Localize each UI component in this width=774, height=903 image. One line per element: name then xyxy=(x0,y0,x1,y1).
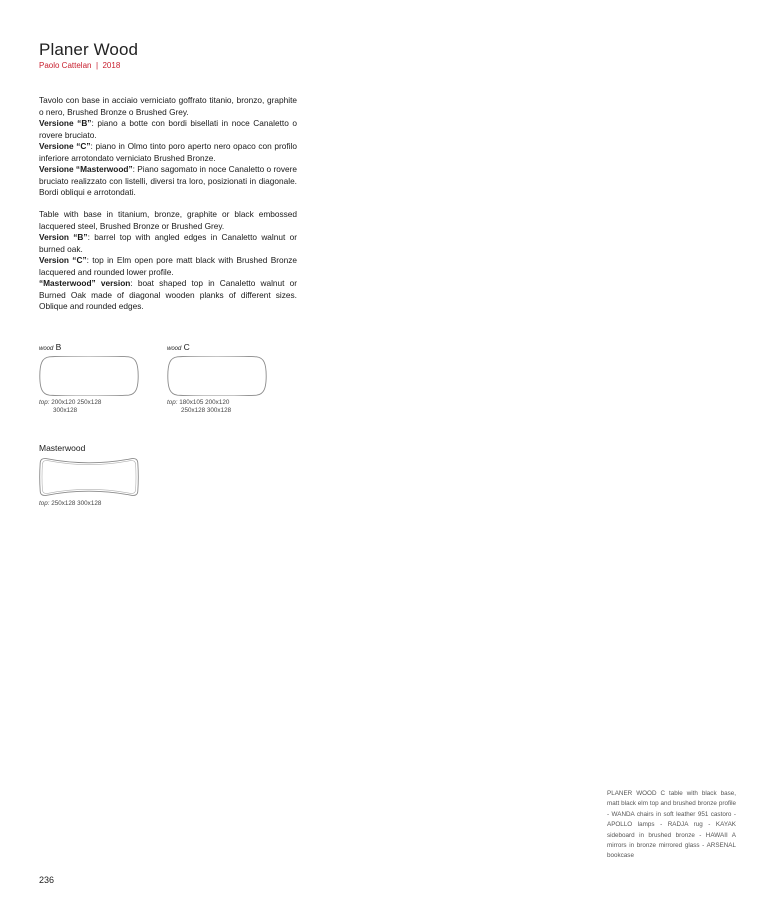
description-italian xyxy=(39,95,297,199)
credit-separator: | xyxy=(95,61,99,70)
it-version-b-text: : piano a botte con bordi bisellati in noce Canaletto o rovere bruciato. xyxy=(39,118,297,140)
table-top-boat-outline xyxy=(39,457,139,497)
variant-wood-c xyxy=(167,342,267,415)
dimensions: top: 180x105 200x120 250x128 300x128 xyxy=(167,399,232,414)
photo-caption: PLANER WOOD C table with black base, matt black elm top and brushed bronze profile - WANDA chairs in soft leather 951 castoro - APOLLO lamps - RADJA rug - KAYAK sideboard in brushed bronze - HAWAII A mirrors in bronze mirrored glass - ARSENAL bookcase xyxy=(607,790,736,860)
designer-name: Paolo Cattelan xyxy=(39,61,92,70)
description-english xyxy=(39,209,297,313)
variant-label: Masterwood xyxy=(39,443,86,453)
dimensions: top: 250x128 300x128 xyxy=(39,500,102,507)
variant-masterwood xyxy=(39,443,139,508)
en-version-c-label: Version “C” xyxy=(39,255,87,265)
it-version-b-label: Versione “B” xyxy=(39,118,92,128)
page-title: Planer Wood xyxy=(39,40,139,59)
variant-label: wood C xyxy=(167,342,190,352)
variant-label: wood B xyxy=(39,342,62,352)
variant-wood-b xyxy=(39,342,139,415)
en-intro: Table with base in titanium, bronze, graphite or black embossed lacquered steel, Brushed Bronze or Brushed Grey. xyxy=(39,209,297,231)
en-version-masterwood-label: “Masterwood” version xyxy=(39,278,131,288)
table-top-barrel-outline xyxy=(167,356,267,396)
it-intro: Tavolo con base in acciaio verniciato goffrato titanio, bronzo, graphite o nero, Brushed Bronze o Brushed Grey. xyxy=(39,95,297,117)
it-version-masterwood-label: Versione “Masterwood” xyxy=(39,164,133,174)
en-version-c-text: : top in Elm open pore matt black with Brushed Bronze lacquered and rounded lower profile. xyxy=(39,255,297,277)
dimensions: top: 200x120 250x128 300x128 xyxy=(39,399,102,414)
it-version-masterwood-text: : Piano sagomato in noce Canaletto o rovere bruciato realizzato con listelli, diversi tra loro, posizionati in diagonale. Bordi obliqui e arrotondati. xyxy=(39,164,297,197)
en-version-b-label: Version “B” xyxy=(39,232,88,242)
design-year: 2018 xyxy=(102,61,121,70)
en-version-masterwood-text: : boat shaped top in Canaletto walnut or Burned Oak made of diagonal wooden planks of different sizes. Oblique and rounded edges. xyxy=(39,278,297,311)
designer-credit xyxy=(39,61,120,70)
page-number: 236 xyxy=(39,875,55,885)
it-version-c-text: : piano in Olmo tinto poro aperto nero opaco con profilo inferiore arrotondato verniciato Brushed Bronze. xyxy=(39,141,297,163)
table-top-barrel-outline xyxy=(39,356,139,396)
en-version-b-text: : barrel top with angled edges in Canaletto walnut or burned oak. xyxy=(39,232,297,254)
it-version-c-label: Versione “C” xyxy=(39,141,91,151)
